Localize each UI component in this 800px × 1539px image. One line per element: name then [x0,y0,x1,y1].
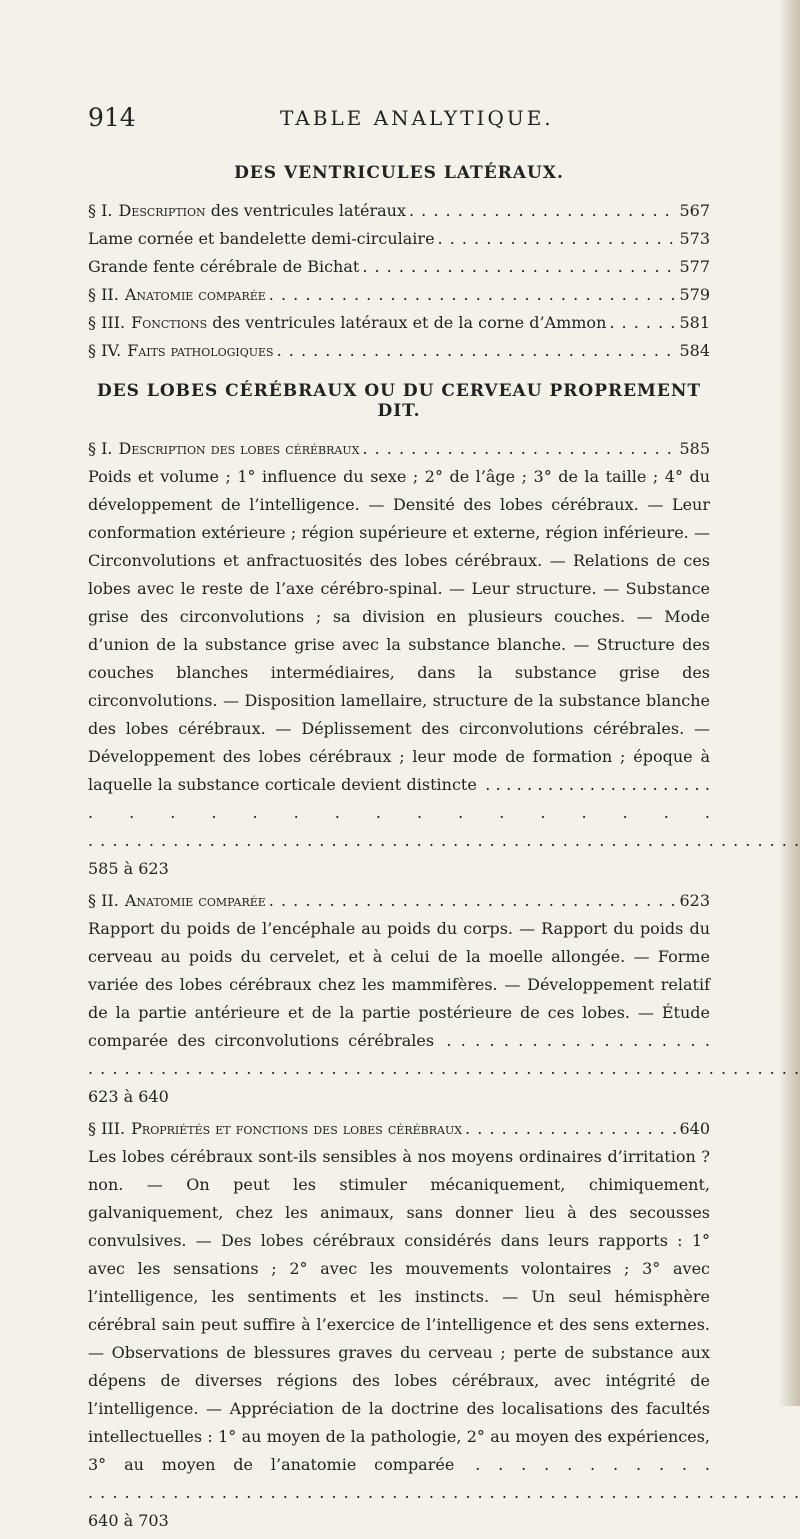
dot-leader [438,225,677,253]
toc-block [88,435,710,883]
entry-label-sc: Anatomie comparée [124,285,266,304]
block-text: Poids et volume ; 1° influence du sexe ; 2° de l’âge ; 3° de la taille ; 4° du développement de l’intelligence. — Densité des lobes cérébraux. — Leur conformation extérieure ; région supérieure et externe, région inférieure. — Circonvolutions et anfractuosités des lobes cérébraux. — Relations de ces lobes avec le reste de l’axe cérébro-spinal. — Leur structure. — Substance grise des circonvolutions ; sa division en plusieurs couches. — Mode d’union de la substance grise avec la substance blanche. — Structure des couches blanches intermédiaires, dans la substance grise des circonvolutions. — Disposition lamellaire, structure de la substance blanche des lobes cérébraux. — Déplissement des circonvolutions cérébrales. — Développement des lobes cérébraux ; leur mode de formation ; époque à laquelle la substance corticale devient distincte [88,467,710,794]
block-heading: Propriétés et fonctions des lobes cérébraux [131,1119,463,1138]
toc-block [88,887,710,1111]
toc-block [88,1115,710,1535]
entry-page: 567 [679,201,710,220]
block-text: Les lobes cérébraux sont-ils sensibles à nos moyens ordinaires d’irritation ? non. — On peut les stimuler mécaniquement, chimiquement, galvaniquement, chez les animaux, sans donner lieu à des secousses convulsives. — Des lobes cérébraux considérés dans leurs rapports : 1° avec les sensations ; 2° avec les mouvements volontaires ; 3° avec l’intelligence, les sentiments et les instincts. — Un seul hémisphère cérébral sain peut suffire à l’exercice de l’intelligence et des sens externes. — Observations de blessures graves du cerveau ; perte de substance aux dépens de diverses régions des lobes cérébraux, avec intégrité de l’intelligence. — Appréciation de la doctrine des localisations des facultés intellectuelles : 1° au moyen de la pathologie, 2° au moyen des expériences, 3° au moyen de l’anatomie comparée [88,1147,710,1474]
block-heading: Description des lobes cérébraux [118,439,360,458]
toc-entry [88,253,710,281]
page-edge-shadow [778,0,800,1406]
entry-label-sc: Description [118,201,206,220]
block-text: Rapport du poids de l’encéphale au poids du corps. — Rapport du poids du cerveau au poids du cervelet, et à celui de la moelle allongée. — Forme variée des lobes cérébraux chez les mammifères. — Développement relatif de la partie antérieure et de la partie postérieure de ces lobes. — Étude comparée des circonvolutions cérébrales [88,919,710,1050]
entry-page: 584 [679,341,710,360]
entry-label-sc: Faits pathologiques [127,341,274,360]
section-mark: § II. [88,891,119,910]
section-mark: § III. [88,1119,126,1138]
dot-leader [609,309,676,337]
block-heading: Anatomie comparée [124,891,266,910]
section-mark: § II. [88,285,119,304]
block-text-page: 585 à 623 [88,859,169,878]
entry-label: Lame cornée et bandelette demi-circulaire [88,229,435,248]
block-text-page: 623 à 640 [88,1087,169,1106]
entry-label-sc: Fonctions [131,313,208,332]
toc-entry [88,309,710,337]
page-header [88,103,712,139]
section-title-ventricules: DES VENTRICULES LATÉRAUX. [234,163,564,183]
dot-leader [277,337,677,365]
entry-page: 581 [679,313,710,332]
entry-label: Grande fente cérébrale de Bichat [88,257,360,276]
toc-entry [88,337,710,365]
dot-leader [409,197,676,225]
block-page: 640 [679,1119,710,1138]
dot-leader [269,887,677,915]
toc-entry [88,225,710,253]
block-text-page: 640 à 703 [88,1511,169,1530]
entry-label: des ventricules latéraux et de la corne d’Ammon [207,313,607,332]
dot-leader [362,435,676,463]
section-title-lobes: DES LOBES CÉRÉBRAUX OU DU CERVEAU PROPREMENT DIT. [96,381,702,421]
entry-label: des ventricules latéraux [205,201,406,220]
toc-entry [88,197,710,225]
dot-leader: . . . . . . . . . . . . . . . . . . . . . . . . . . . . . . . . . . . . . . . . . [88,775,800,850]
block-page: 623 [679,891,710,910]
page-number: 914 [88,103,136,132]
entry-page: 579 [679,285,710,304]
entry-page: 577 [679,257,710,276]
entry-page: 573 [679,229,710,248]
dot-leader [465,1115,676,1143]
section-mark: § I. [88,201,113,220]
dot-leader: . . . . . . . . . . . . . . . . . . . . . . [88,1031,800,1078]
section-mark: § I. [88,439,113,458]
block-page: 585 [679,439,710,458]
section-mark: § IV. [88,341,122,360]
dot-leader [362,253,676,281]
toc-entry [88,281,710,309]
dot-leader [269,281,677,309]
dot-leader: . . . . . . . . . . . . . . [88,1455,800,1502]
running-title: TABLE ANALYTIQUE. [280,106,554,130]
toc-content [88,163,710,1539]
section-mark: § III. [88,313,126,332]
